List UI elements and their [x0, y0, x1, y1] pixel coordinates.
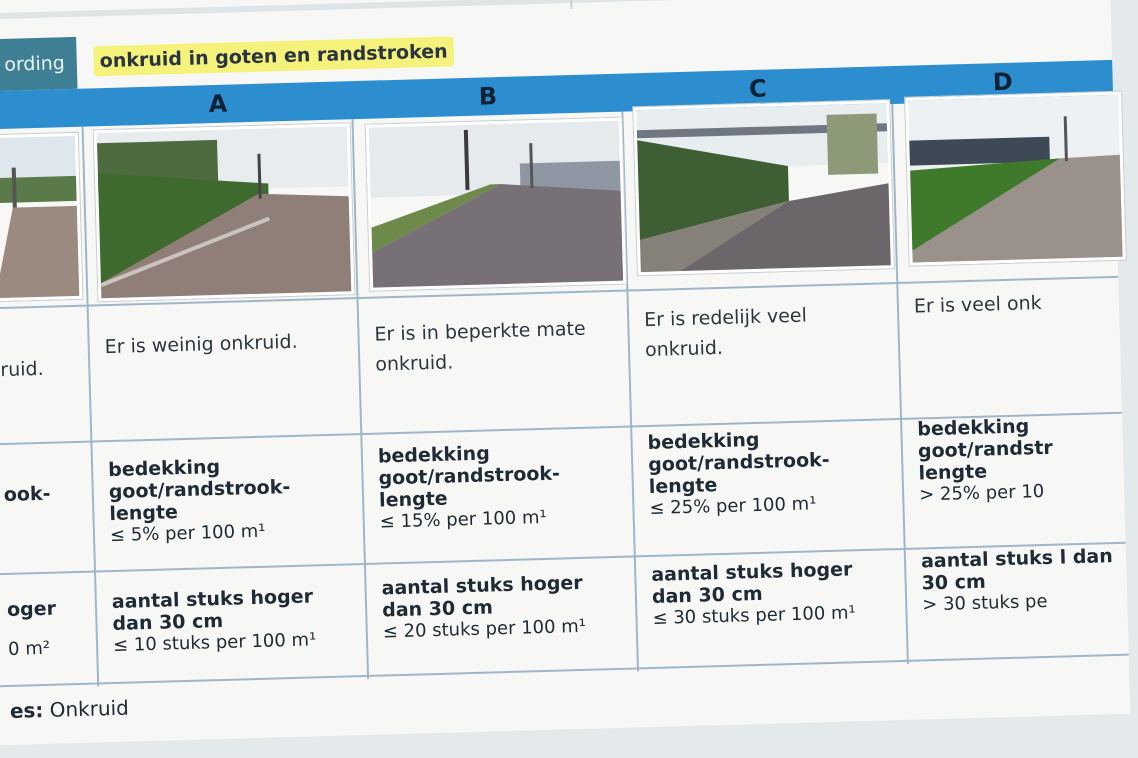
coverage-a — [108, 453, 350, 546]
count-partial-value: 0 m² — [7, 637, 51, 660]
count-partial — [7, 598, 94, 661]
coverage-c — [647, 426, 889, 519]
count-b-value: ≤ 20 stuks per 100 m¹ — [382, 615, 587, 643]
top-tick — [569, 0, 572, 9]
section-label-text: ording — [3, 52, 66, 76]
count-d-label: aantal stuks l dan 30 cm — [920, 545, 1114, 595]
example-photo-c — [633, 100, 894, 275]
coverage-d-value: > 25% per 10 — [918, 480, 1045, 505]
section-title — [81, 28, 466, 85]
count-d — [921, 546, 1123, 616]
example-photo-b — [366, 118, 627, 291]
count-a — [112, 585, 359, 656]
coverage-c-label: bedekking goot/randstrook-lengte — [647, 428, 830, 498]
count-partial-label: oger — [6, 597, 57, 621]
description-partial: ruid. — [0, 357, 44, 382]
coverage-a-label: bedekking goot/randstrook-lengte — [107, 455, 291, 525]
count-b — [381, 572, 628, 643]
description-c: Er is redelijk veel onkruid. — [643, 304, 808, 362]
coverage-a-value: ≤ 5% per 100 m¹ — [109, 520, 266, 546]
grid-line-h4 — [0, 654, 1129, 688]
description-d: Er is veel onk — [913, 291, 1042, 318]
coverage-d — [917, 414, 1119, 506]
column-letter-d: D — [992, 67, 1014, 97]
coverage-partial-label: ook- — [3, 482, 51, 507]
example-photo-partial — [0, 133, 82, 301]
footer-caption — [10, 696, 130, 723]
count-a-value: ≤ 10 stuks per 100 m¹ — [112, 629, 317, 656]
column-letter-c: C — [748, 74, 767, 104]
coverage-b-label: bedekking goot/randstrook-lengte — [377, 442, 561, 512]
count-c — [651, 558, 898, 629]
section-title-text: onkruid in goten en randstroken — [93, 36, 454, 76]
coverage-c-value: ≤ 25% per 100 m¹ — [649, 492, 817, 519]
coverage-d-label: bedekking goot/randstr lengte — [917, 415, 1054, 485]
coverage-b — [378, 440, 620, 533]
footer-prefix: es: — [9, 698, 44, 723]
count-b-label: aantal stuks hoger dan 30 cm — [381, 571, 583, 622]
count-d-value: > 30 stuks pe — [921, 590, 1048, 616]
example-photo-d — [905, 92, 1126, 266]
coverage-partial — [4, 483, 90, 507]
section-label — [0, 37, 78, 92]
column-letter-b: B — [478, 82, 498, 111]
column-letter-a: A — [208, 89, 228, 119]
coverage-b-value: ≤ 15% per 100 m¹ — [379, 506, 547, 533]
footer-text: Onkruid — [49, 695, 130, 722]
count-c-value: ≤ 30 stuks per 100 m¹ — [652, 601, 856, 629]
count-a-label: aantal stuks hoger dan 30 cm — [111, 585, 314, 635]
count-c-label: aantal stuks hoger dan 30 cm — [651, 558, 853, 608]
example-photo-a — [94, 123, 355, 301]
description-a: Er is weinig onkruid. — [104, 330, 298, 359]
description-b: Er is in beperkte mate onkruid. — [374, 317, 586, 376]
